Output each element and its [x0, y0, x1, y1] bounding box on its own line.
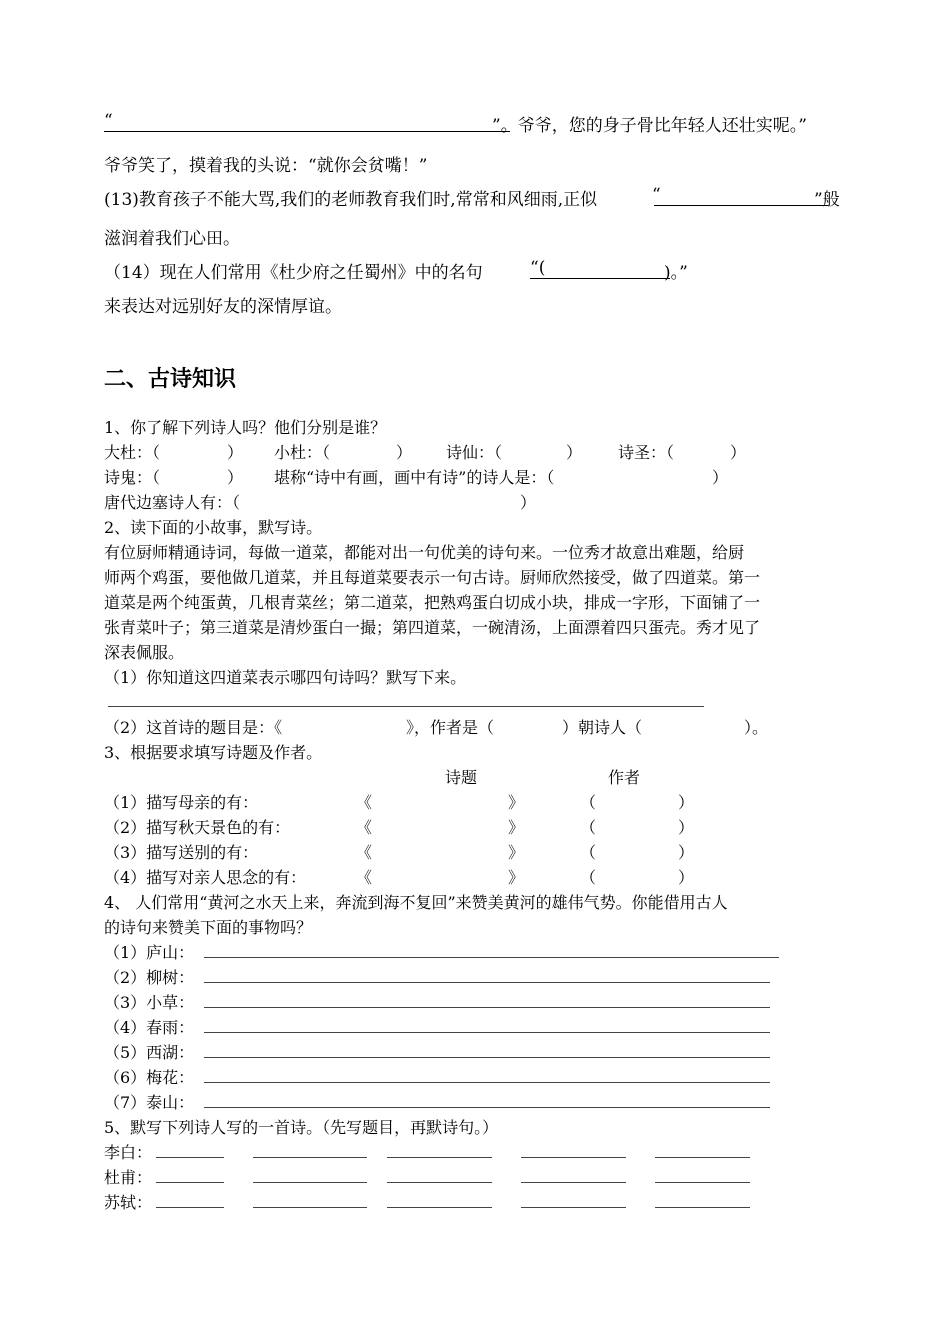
- q3-book-close: 》: [508, 793, 525, 812]
- q5-title-blank[interactable]: [156, 1157, 224, 1158]
- q3-book-close: 》: [508, 818, 525, 837]
- q3-row-label: （3）描写送别的有：: [104, 843, 259, 862]
- quote-open-1: “: [104, 111, 113, 131]
- q5-verse-blank[interactable]: [521, 1182, 626, 1183]
- q5-verse-blank[interactable]: [387, 1182, 492, 1183]
- q2-sub2-title: （2）这首诗的题目是：《: [104, 718, 283, 737]
- q3-paren-close: ）: [678, 793, 695, 812]
- q1-paren-close: ）: [227, 468, 244, 487]
- q4-answer-line[interactable]: [204, 1107, 770, 1108]
- q4-answer-line[interactable]: [204, 957, 779, 958]
- q3-book-open: 《: [356, 818, 373, 837]
- q2-sub2-end: ）。: [744, 718, 769, 737]
- q1-label-shixian: 诗仙：（: [446, 443, 503, 462]
- q3-paren-close: ）: [678, 818, 695, 837]
- q3-row-label: （2）描写秋天景色的有：: [104, 818, 291, 837]
- q1-paren-close: ）: [712, 468, 729, 487]
- q1-label-xiaodu: 小杜：（: [274, 443, 331, 462]
- q14-text: （14）现在人们常用《杜少府之任蜀州》中的名句: [104, 263, 483, 283]
- q1-paren-close: ）: [520, 493, 537, 512]
- q3-title: 3、根据要求填写诗题及作者。: [104, 743, 323, 762]
- q4-line2: 的诗句来赞美下面的事物吗？: [104, 918, 313, 937]
- q13-text-cont: 滋润着我们心田。: [104, 229, 240, 249]
- q5-poet-label: 苏轼：: [104, 1193, 153, 1212]
- q4-item-label: （3）小草：: [104, 993, 195, 1012]
- q3-col-author: 作者: [608, 768, 641, 787]
- q3-col-title: 诗题: [445, 768, 478, 787]
- q14-close: )。”: [664, 263, 688, 283]
- q14-answer-blank[interactable]: [530, 278, 670, 279]
- q5-verse-blank[interactable]: [387, 1207, 492, 1208]
- q13-text: (13)教育孩子不能大骂,我们的老师教育我们时,常常和风细雨,正似: [104, 190, 598, 210]
- q2-story-line: 师两个鸡蛋，要他做几道菜，并且每道菜要表示一句古诗。厨师欣然接受，做了四道菜。第一: [104, 568, 761, 587]
- q1-label-dadu: 大杜：（: [104, 443, 161, 462]
- q1-paren-close: ）: [396, 443, 413, 462]
- q3-book-open: 《: [356, 843, 373, 862]
- answer-blank-line1[interactable]: [104, 131, 510, 132]
- q2-story-line: 深表佩服。: [104, 643, 185, 662]
- q2-answer-line[interactable]: [108, 706, 704, 707]
- q4-item-label: （4）春雨：: [104, 1018, 195, 1037]
- q1-label-painter-poet: 堪称“诗中有画，画中有诗”的诗人是：（: [274, 468, 555, 487]
- q4-item-label: （6）梅花：: [104, 1068, 195, 1087]
- q14-open: “(: [530, 258, 546, 278]
- q2-story-line: 道菜是两个纯蛋黄，几根青菜丝；第二道菜，把熟鸡蛋白切成小块，排成一字形，下面铺了一: [104, 593, 761, 612]
- q5-verse-blank[interactable]: [655, 1182, 750, 1183]
- q3-paren-open: （: [580, 843, 597, 862]
- q13-quote-open: “: [652, 185, 661, 205]
- q5-verse-blank[interactable]: [253, 1207, 367, 1208]
- q13-answer-blank[interactable]: [654, 205, 828, 206]
- q4-item-label: （2）柳树：: [104, 968, 195, 987]
- q4-answer-line[interactable]: [204, 1007, 770, 1008]
- q4-answer-line[interactable]: [204, 1082, 770, 1083]
- q5-poet-label: 杜甫：: [104, 1168, 153, 1187]
- q4-answer-line[interactable]: [204, 1032, 770, 1033]
- q3-book-close: 》: [508, 868, 525, 887]
- q3-paren-open: （: [580, 818, 597, 837]
- q4-item-label: （7）泰山：: [104, 1093, 195, 1112]
- q5-verse-blank[interactable]: [253, 1182, 367, 1183]
- q4-answer-line[interactable]: [204, 982, 770, 983]
- q5-title-blank[interactable]: [156, 1207, 224, 1208]
- q4-item-label: （5）西湖：: [104, 1043, 195, 1062]
- q5-verse-blank[interactable]: [521, 1157, 626, 1158]
- q3-paren-close: ）: [678, 843, 695, 862]
- q5-verse-blank[interactable]: [521, 1207, 626, 1208]
- q5-title: 5、默写下列诗人写的一首诗。（先写题目，再默诗句。）: [104, 1118, 499, 1137]
- q4-answer-line[interactable]: [204, 1057, 770, 1058]
- q2-title: 2、读下面的小故事，默写诗。: [104, 518, 323, 537]
- q3-paren-open: （: [580, 868, 597, 887]
- q3-paren-close: ）: [678, 868, 695, 887]
- q4-line1: 4、 人们常用“黄河之水天上来，奔流到海不复回”来赞美黄河的雄伟气势。你能借用古人: [104, 893, 728, 912]
- q1-paren-close: ）: [730, 443, 747, 462]
- q2-story-line: 张青菜叶子；第三道菜是清炒蛋白一撮；第四道菜，一碗清汤，上面漂着四只蛋壳。秀才见了: [104, 618, 761, 637]
- q3-row-label: （1）描写母亲的有：: [104, 793, 259, 812]
- section-heading: 二、古诗知识: [104, 367, 237, 392]
- line-grandpa-laugh: 爷爷笑了，摸着我的头说：“就你会贫嘴！”: [104, 156, 428, 176]
- q1-label-frontier-poets: 唐代边塞诗人有：（: [104, 493, 241, 512]
- q3-paren-open: （: [580, 793, 597, 812]
- q2-sub2-author: 》，作者是（: [406, 718, 495, 737]
- q5-verse-blank[interactable]: [655, 1157, 750, 1158]
- q1-paren-close: ）: [227, 443, 244, 462]
- q5-title-blank[interactable]: [156, 1182, 224, 1183]
- q5-verse-blank[interactable]: [387, 1157, 492, 1158]
- q5-verse-blank[interactable]: [253, 1157, 367, 1158]
- q1-title: 1、你了解下列诗人吗？他们分别是谁？: [104, 418, 387, 437]
- q2-sub1: （1）你知道这四道菜表示哪四句诗吗？默写下来。: [104, 668, 467, 687]
- q1-label-shisheng: 诗圣：（: [618, 443, 675, 462]
- quote-close-1: ”。爷爷，您的身子骨比年轻人还壮实呢。”: [492, 116, 807, 136]
- q5-poet-label: 李白：: [104, 1143, 153, 1162]
- q3-book-close: 》: [508, 843, 525, 862]
- q13-quote-close: ”般: [814, 190, 840, 210]
- q5-verse-blank[interactable]: [655, 1207, 750, 1208]
- q14-text-cont: 来表达对远别好友的深情厚谊。: [104, 297, 342, 317]
- q3-book-open: 《: [356, 793, 373, 812]
- q2-sub2-dynasty: ）朝诗人（: [562, 718, 643, 737]
- q4-item-label: （1）庐山：: [104, 943, 195, 962]
- q1-label-shigui: 诗鬼：（: [104, 468, 161, 487]
- q3-book-open: 《: [356, 868, 373, 887]
- q3-row-label: （4）描写对亲人思念的有：: [104, 868, 307, 887]
- q1-paren-close: ）: [566, 443, 583, 462]
- q2-story-line: 有位厨师精通诗词，每做一道菜，都能对出一句优美的诗句来。一位秀才故意出难题，给厨: [104, 543, 745, 562]
